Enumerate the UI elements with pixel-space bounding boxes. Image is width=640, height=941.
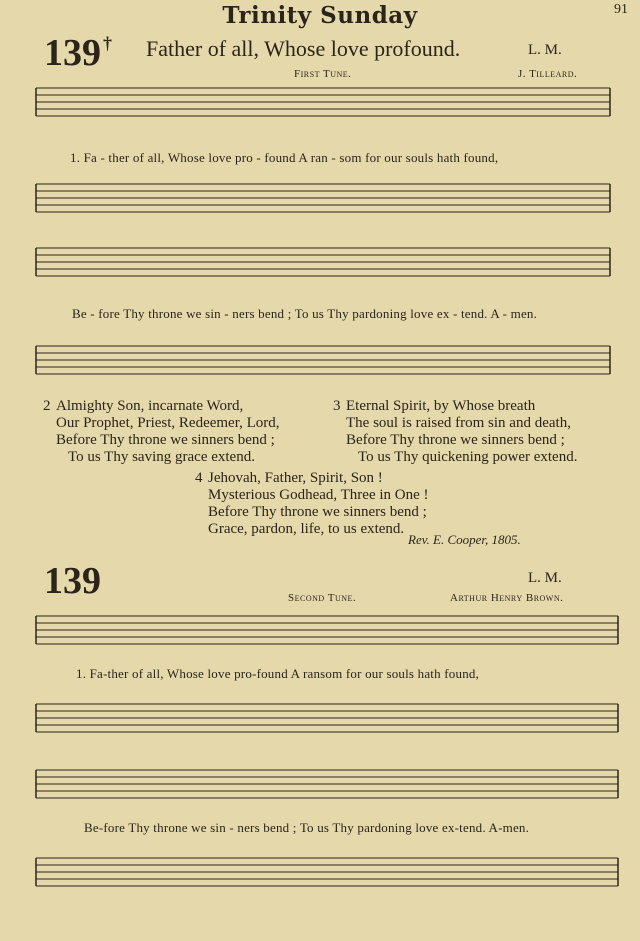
treble-staff: [36, 246, 610, 282]
bass-staff: [36, 344, 610, 380]
verse-line: Jehovah, Father, Spirit, Son !: [208, 470, 383, 486]
dagger-mark: †: [103, 33, 112, 53]
bass-staff: [36, 702, 618, 738]
verse-4: [195, 470, 429, 538]
tune-composer: J. Tilleard.: [518, 68, 578, 80]
verse-line: Almighty Son, incarnate Word,: [56, 398, 244, 414]
verse-3: [333, 398, 578, 466]
tune-label: First Tune.: [294, 68, 352, 80]
verse-line: Eternal Spirit, by Whose breath: [346, 398, 536, 414]
verse-number: 3: [333, 398, 341, 414]
author-attribution: Rev. E. Cooper, 1805.: [408, 532, 521, 547]
hymn-first-line: Father of all, Whose love profound.: [146, 36, 461, 61]
lyrics-line: Be-fore Thy throne we sin - ners bend ; To us Thy pardoning love ex-tend. A-men.: [84, 820, 530, 835]
page-number: 91: [614, 2, 628, 17]
treble-staff: [36, 614, 618, 650]
lyrics-line: 1. Fa - ther of all, Whose love pro - found A ran - som for our souls hath found,: [70, 150, 499, 165]
treble-staff: [36, 86, 610, 122]
verse-line: The soul is raised from sin and death,: [346, 415, 571, 431]
page-header-title: Trinity Sunday: [222, 2, 418, 29]
verse-line: Before Thy throne we sinners bend ;: [56, 432, 275, 448]
verse-line: Grace, pardon, life, to us extend.: [208, 521, 405, 537]
verse-line: To us Thy saving grace extend.: [68, 449, 255, 465]
verse-2: [43, 398, 280, 466]
hymn-number: 139: [44, 560, 101, 602]
verse-line: Before Thy throne we sinners bend ;: [346, 432, 565, 448]
verse-line: Mysterious Godhead, Three in One !: [208, 487, 429, 503]
verse-number: 4: [195, 470, 203, 486]
lyrics-line: Be - fore Thy throne we sin - ners bend ; To us Thy pardoning love ex - tend. A - men.: [72, 306, 538, 321]
hymn-number: 139 †: [44, 32, 112, 74]
verse-number: 2: [43, 398, 51, 414]
tune-composer: Arthur Henry Brown.: [450, 592, 564, 604]
lyrics-line: 1. Fa-ther of all, Whose love pro-found A ransom for our souls hath found,: [76, 666, 480, 681]
tune-label: Second Tune.: [288, 592, 357, 604]
verse-line: To us Thy quickening power extend.: [358, 449, 578, 465]
verse-line: Before Thy throne we sinners bend ;: [208, 504, 427, 520]
hymn-meter: L. M.: [528, 42, 562, 58]
bass-staff: [36, 856, 618, 892]
treble-staff: [36, 768, 618, 804]
bass-staff: [36, 182, 610, 218]
hymn-meter: L. M.: [528, 570, 562, 586]
verse-line: Our Prophet, Priest, Redeemer, Lord,: [56, 415, 280, 431]
